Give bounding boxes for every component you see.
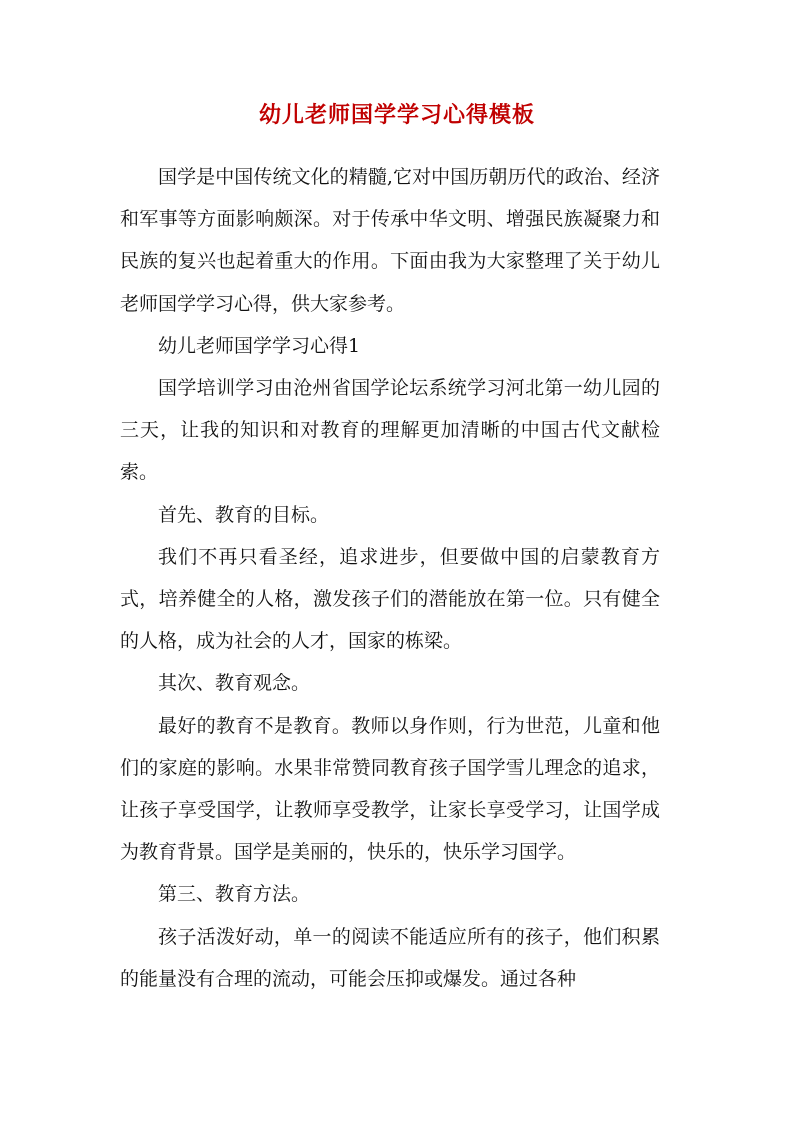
point-heading-goal: 首先、教育的目标。 (158, 503, 330, 526)
paragraph-method: 孩子活泼好动，单一的阅读不能适应所有的孩子，他们积累的能量没有合理的流动，可能会压抑或爆发。通过各种 (120, 925, 660, 990)
point-heading-concept: 其次、教育观念。 (158, 672, 311, 695)
point-heading-method: 第三、教育方法。 (158, 883, 311, 906)
document-body (120, 156, 660, 1000)
paragraph-goal: 我们不再只看圣经，追求进步，但要做中国的启蒙教育方式，培养健全的人格，激发孩子们的潜能放在第一位。只有健全的人格，成为社会的人才，国家的栋梁。 (120, 545, 660, 653)
paragraph-concept: 最好的教育不是教育。教师以身作则，行为世范，儿童和他们的家庭的影响。水果非常赞同教育孩子国学雪儿理念的追求，让孩子享受国学，让教师享受教学，让家长享受学习，让国学成为教育背景。国学是美丽的，快乐的，快乐学习国学。 (120, 714, 660, 864)
paragraph-training: 国学培训学习由沧州省国学论坛系统学习河北第一幼儿园的三天，让我的知识和对教育的理解更加清晰的中国古代文献检索。 (120, 377, 660, 484)
section-heading-1: 幼儿老师国学学习心得1 (158, 334, 361, 357)
document-title: 幼儿老师国学学习心得模板 (258, 102, 535, 128)
paragraph-intro: 国学是中国传统文化的精髓,它对中国历朝历代的政治、经济和军事等方面影响颇深。对于传承中华文明、增强民族凝聚力和民族的复兴也起着重大的作用。下面由我为大家整理了关于幼儿老师国学学习心得，供大家参考。 (120, 166, 660, 315)
